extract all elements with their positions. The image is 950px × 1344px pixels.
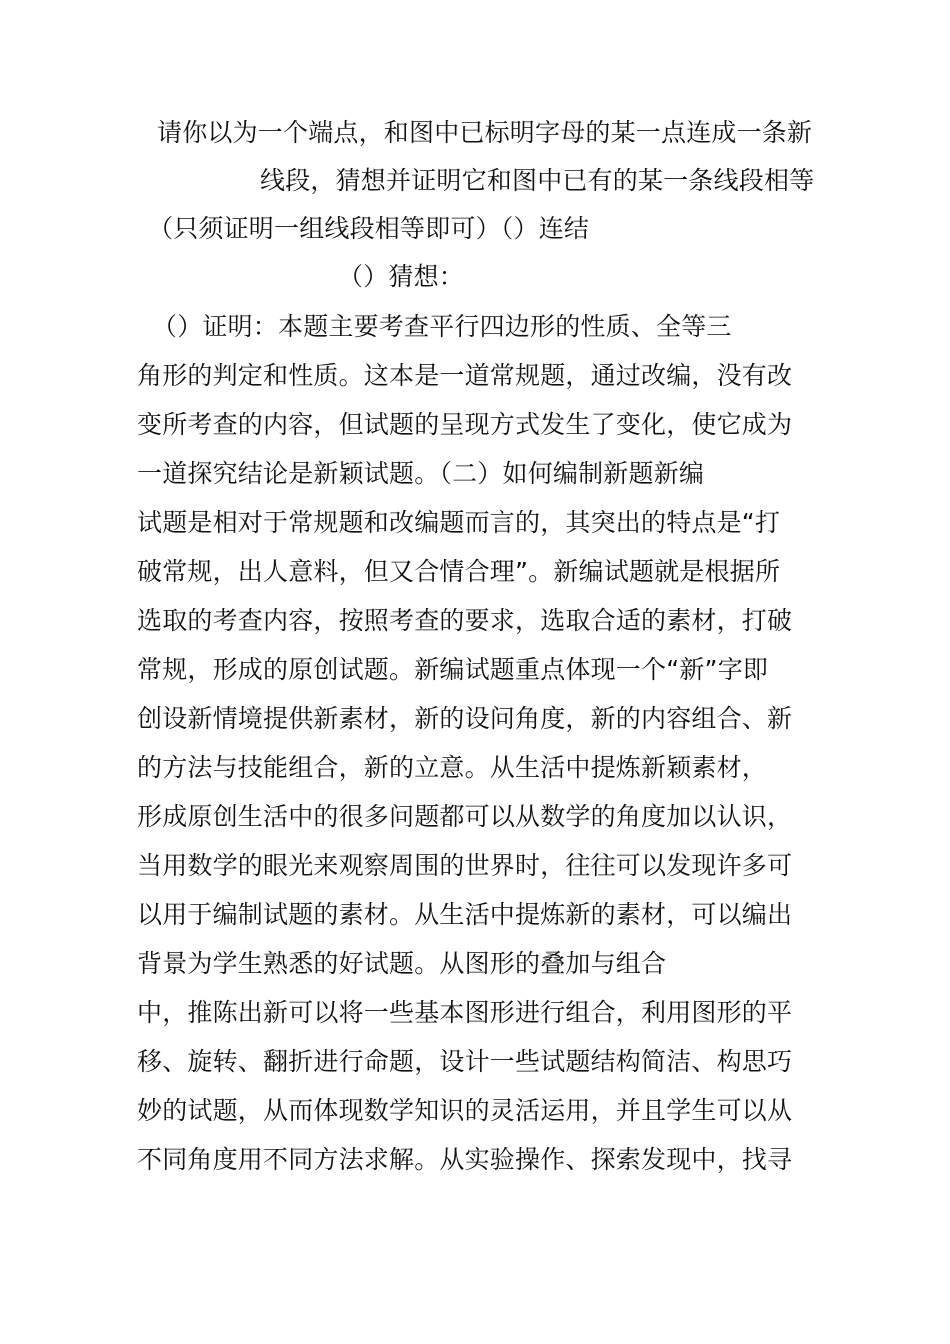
text-line-13: 创设新情境提供新素材，新的设问角度，新的内容组合、新 [137,704,793,733]
text-line-12: 常规，形成的原创试题。新编试题重点体现一个“新”字即 [137,655,769,684]
text-line-17: 以用于编制试题的素材。从生活中提炼新的素材，可以编出 [137,900,793,929]
text-line-9: 试题是相对于常规题和改编题而言的，其突出的特点是“打 [137,508,781,537]
text-line-10: 破常规，出人意料，但又合情合理”。新编试题就是根据所 [137,557,781,586]
text-line-7: 变所考查的内容，但试题的呈现方式发生了变化，使它成为 [137,410,793,439]
text-line-8: 一道探究结论是新颖试题。（二）如何编制新题新编 [137,459,705,488]
text-line-19: 中，推陈出新可以将一些基本图形进行组合，利用图形的平 [137,998,793,1027]
text-line-14: 的方法与技能组合，新的立意。从生活中提炼新颖素材， [137,753,768,782]
text-line-20: 移、旋转、翻折进行命题，设计一些试题结构简洁、构思巧 [137,1047,793,1076]
text-line-15: 形成原创生活中的很多问题都可以从数学的角度加以认识， [137,802,793,831]
text-line-6: 角形的判定和性质。这本是一道常规题，通过改编，没有改 [137,361,793,390]
text-line-22: 不同角度用不同方法求解。从实验操作、探索发现中，找寻 [137,1145,793,1174]
text-line-4: （）猜想： [338,262,465,291]
text-line-18: 背景为学生熟悉的好试题。从图形的叠加与组合 [137,949,667,978]
text-line-3: （只须证明一组线段相等即可）（）连结 [148,214,590,243]
text-line-2: 线段，猜想并证明它和图中已有的某一条线段相等 [260,166,815,195]
text-line-1: 请你以为一个端点，和图中已标明字母的某一点连成一条新 [157,118,813,147]
text-line-16: 当用数学的眼光来观察周围的世界时，往往可以发现许多可 [137,851,793,880]
text-line-21: 妙的试题，从而体现数学知识的灵活运用，并且学生可以从 [137,1096,793,1125]
text-line-11: 选取的考查内容，按照考查的要求，选取合适的素材，打破 [137,606,793,635]
text-line-5: （）证明：本题主要考查平行四边形的性质、全等三 [152,312,732,341]
